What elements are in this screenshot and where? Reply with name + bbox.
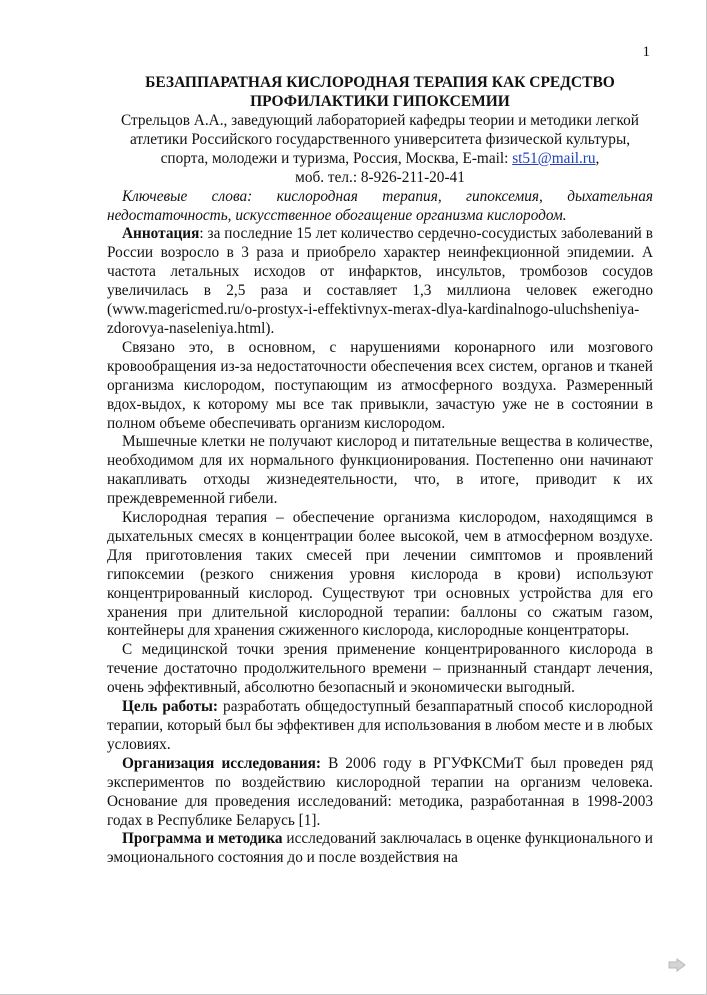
author-affiliation: Стрельцов А.А., заведующий лабораторией кафедры теории и методики легкой атлетики Российского государственного университета физической культуры, спорта, молодежи и туризма, Россия, Москва, E-mail: xyxy=(120,112,639,167)
goal-label: Цель работы: xyxy=(122,698,219,716)
goal-paragraph xyxy=(107,698,653,755)
organization-label: Организация исследования: xyxy=(122,754,321,772)
annotation-label: Аннотация xyxy=(122,225,200,243)
program-text: исследований заключалась в оценке функционального и эмоционального состояния до и после воздействия на xyxy=(107,830,653,867)
annotation-paragraph xyxy=(107,225,653,338)
paragraph-oxygen-therapy: Кислородная терапия – обеспечение организма кислородом, находящимся в дыхательных смесях в концентрации более высокой, чем в атмосферном воздухе. Для приготовления таких смесей при лечении симптомов и проявлений гипоксемии (резкого снижения уровня кислорода в крови) используют концентрированный кислород. Существуют три основных устройства для его хранения при длительной кислородной терапии: баллоны со сжатым газом, контейнеры для хранения сжиженного кислорода, кислородные концентраторы. xyxy=(107,509,653,640)
paragraph-medical-view: С медицинской точки зрения применение концентрированного кислорода в течение достаточно продолжительного времени – признанный стандарт лечения, очень эффективный, абсолютно безопасный и экономически выгодный. xyxy=(107,641,653,697)
program-label: Программа и методика xyxy=(122,830,283,848)
organization-text: В 2006 году в РГУФКСМиТ был проведен ряд экспериментов по воздействию кислородной терапии на организм человека. Основание для проведения исследований: методика, разработанная в 1998-2003 годах в Республике Беларусь [1]. xyxy=(107,754,653,829)
organization-paragraph xyxy=(107,755,653,831)
author-email-link[interactable]: st51@mail.ru xyxy=(512,149,596,167)
program-paragraph xyxy=(107,830,653,868)
keywords: Ключевые слова: кислородная терапия, гипоксемия, дыхательная недостаточность, искусственное обогащение организма кислородом. xyxy=(107,187,653,224)
author-email-comma: , xyxy=(595,149,600,167)
author-phone: моб. тел.: 8-926-211-20-41 xyxy=(295,168,465,186)
paragraph-muscle-cells: Мышечные клетки не получают кислород и питательные вещества в количестве, необходимом для их нормального функционирования. Постепенно они начинают накапливать отходы жизнедеятельности, что, в итоге, приводит к их преждевременной гибели. xyxy=(107,433,653,508)
paragraph-circulation: Связано это, в основном, с нарушениями коронарного или мозгового кровообращения из-за недостаточности обеспечения всех систем, органов и тканей организма кислородом, поступающим из атмосферного воздуха. Размеренный вдох-выдох, к которому мы все так привыкли, зачастую уже не в состоянии в полном объеме обеспечивать организм кислородом. xyxy=(107,338,653,432)
author-info xyxy=(107,112,653,188)
document-title: БЕЗАППАРАТНАЯ КИСЛОРОДНАЯ ТЕРАПИЯ КАК СРЕДСТВО ПРОФИЛАКТИКИ ГИПОКСЕМИИ xyxy=(145,74,615,110)
annotation-text: : за последние 15 лет количество сердечно-сосудистых заболеваний в России возросло в 3 раза и приобрело характер неинфекционной эпидемии. А частота летальных исходов от инфарктов, инсультов, тромбозов сосудов увеличилась в 2,5 раза и составляет 1,3 миллиона человек ежегодно (www.magericmed.ru/o-prostyx-i-effektivnyx-merax-dlya-kardinalnogo-uluchsheniya-zdorovya-naseleniya.html). xyxy=(107,225,653,337)
page-number: 1 xyxy=(642,44,650,60)
goal-text: разработать общедоступный безаппаратный способ кислородной терапии, который был бы эффективен для использования в любом месте и в любых условиях. xyxy=(107,698,653,753)
arrow-right-icon[interactable] xyxy=(668,958,686,972)
document-body xyxy=(107,74,653,868)
